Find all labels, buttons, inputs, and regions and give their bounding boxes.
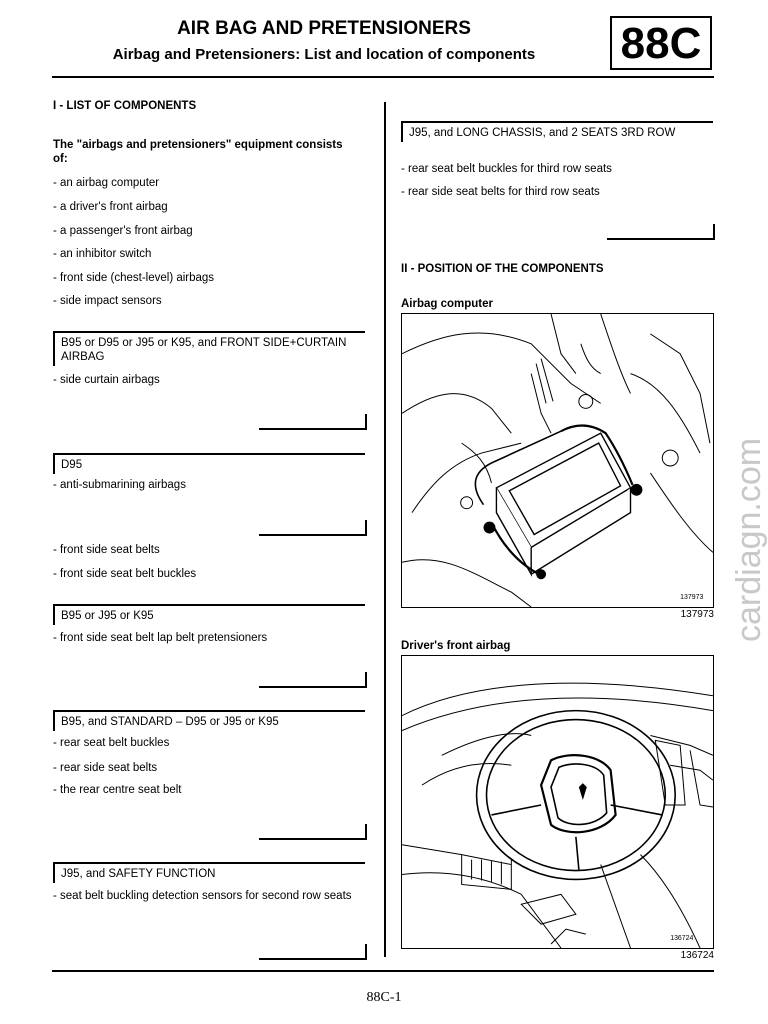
condition-end-marker (259, 944, 367, 960)
driver-airbag-illustration (402, 656, 713, 948)
figure-inner-ref: 137973 (680, 594, 704, 602)
list-item: - front side seat belt buckles (53, 568, 197, 580)
watermark-text: cardiagn.com (730, 437, 768, 642)
list-item: - anti-submarining airbags (53, 479, 186, 491)
header-rule (52, 76, 714, 78)
column-divider (384, 102, 386, 957)
list-item: - the rear centre seat belt (53, 784, 182, 796)
condition-end-marker (259, 672, 367, 688)
driver-airbag-figure (401, 655, 714, 949)
condition-label: J95, and SAFETY FUNCTION (61, 868, 216, 880)
list-item: - front side (chest-level) airbags (53, 272, 215, 284)
page-number: 88C-1 (366, 990, 402, 1005)
airbag-computer-figure (401, 313, 714, 608)
section-heading-position: II - POSITION OF THE COMPONENTS (401, 263, 604, 275)
condition-box (53, 604, 365, 625)
list-item: - rear seat belt buckles for third row seats (401, 163, 612, 175)
condition-label: B95 or J95 or K95 (61, 610, 154, 622)
figure-caption: Airbag computer (401, 298, 494, 310)
list-item: - an inhibitor switch (53, 248, 152, 260)
condition-end-marker (607, 224, 715, 240)
watermark (700, 380, 768, 650)
airbag-computer-illustration (402, 314, 713, 607)
condition-box (53, 862, 365, 883)
list-item: - rear side seat belts for third row seats (401, 186, 600, 198)
condition-label: J95, and LONG CHASSIS, and 2 SEATS 3RD ROW (409, 127, 676, 139)
list-item: - a passenger's front airbag (53, 225, 193, 237)
list-item: - front side seat belts (53, 544, 160, 556)
list-item: - seat belt buckling detection sensors for second row seats (53, 890, 352, 902)
list-item: - side impact sensors (53, 295, 162, 307)
list-item: - an airbag computer (53, 177, 160, 189)
condition-end-marker (259, 520, 367, 536)
page-title: AIR BAG AND PRETENSIONERS (177, 18, 471, 39)
list-item: - side curtain airbags (53, 374, 160, 386)
footer-rule (52, 970, 714, 972)
figure-caption: Driver's front airbag (401, 640, 511, 652)
section-code-badge: 88C (610, 16, 712, 70)
section-heading-list: I - LIST OF COMPONENTS (53, 100, 197, 112)
list-item: - front side seat belt lap belt pretensioners (53, 632, 268, 644)
intro-text: The "airbags and pretensioners" equipment consists of: (53, 139, 343, 165)
condition-box (53, 710, 365, 731)
figure-ref: 136724 (680, 950, 714, 961)
condition-end-marker (259, 414, 367, 430)
condition-label: B95, and STANDARD – D95 or J95 or K95 (61, 716, 279, 728)
condition-end-marker (259, 824, 367, 840)
condition-box (401, 121, 713, 142)
condition-label: B95 or D95 or J95 or K95, and FRONT SIDE+CURTAIN AIRBAG (61, 337, 347, 363)
condition-label: D95 (61, 459, 83, 471)
condition-box (53, 331, 365, 366)
condition-box (53, 453, 365, 474)
figure-inner-ref: 136724 (670, 935, 694, 943)
list-item: - rear side seat belts (53, 762, 158, 774)
list-item: - rear seat belt buckles (53, 737, 170, 749)
list-item: - a driver's front airbag (53, 201, 168, 213)
figure-ref: 137973 (680, 609, 714, 620)
page-subtitle: Airbag and Pretensioners: List and location of components (112, 46, 536, 63)
